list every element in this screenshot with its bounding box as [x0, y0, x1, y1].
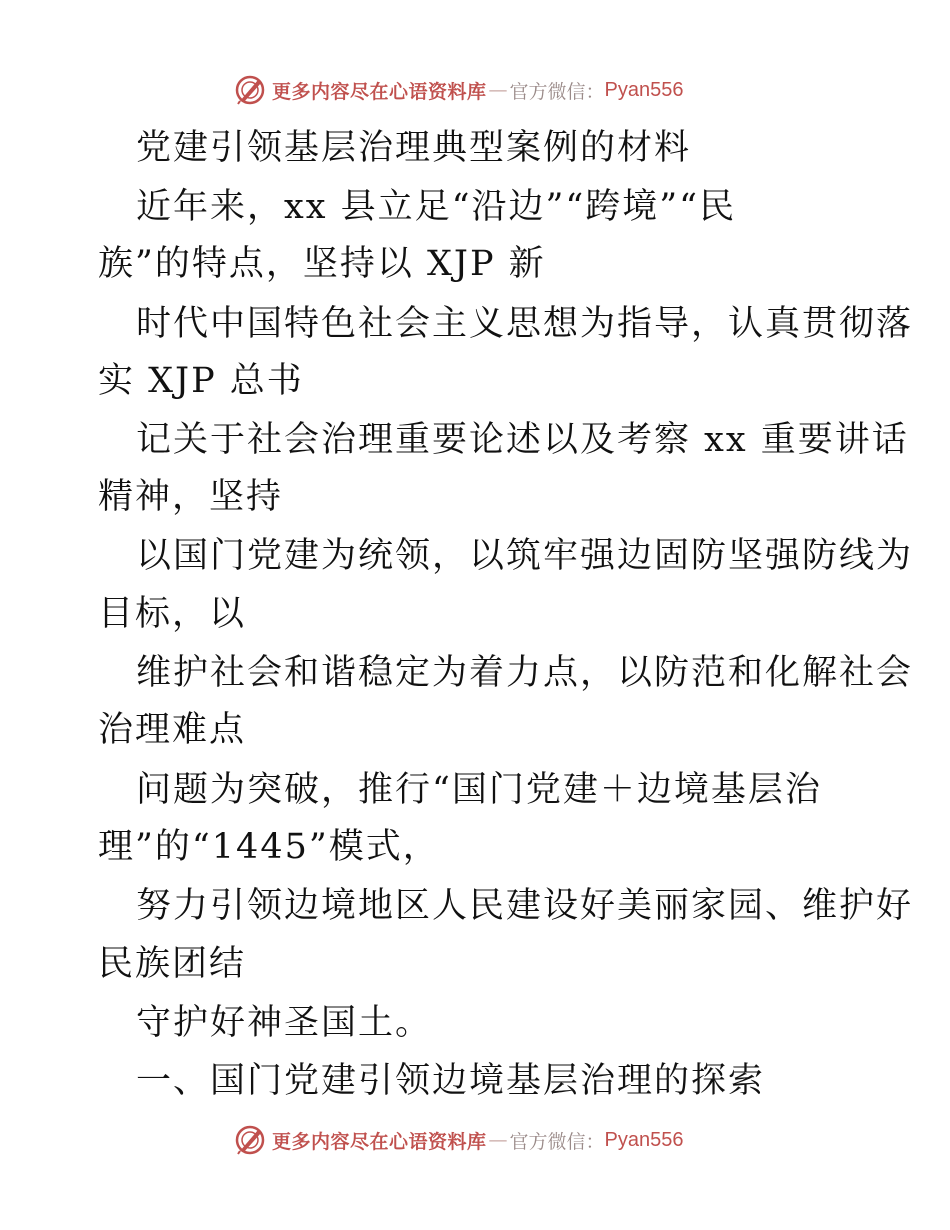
paragraph-line: 守护好神圣国土。	[136, 1003, 433, 1043]
watermark-text: 更多内容尽在心语资料库	[272, 80, 487, 103]
watermark-contact-label: 官方微信：	[509, 1130, 605, 1153]
section-heading: 一、国门党建引领边境基层治理的探索	[136, 1061, 766, 1101]
paragraph-line: 近年来，xx 县立足“沿边”“跨境”“民	[136, 187, 737, 227]
quill-logo-icon	[234, 1124, 266, 1156]
paragraph-line: 维护社会和谐稳定为着力点，以防范和化解社会	[136, 653, 914, 693]
paragraph-line: 努力引领边境地区人民建设好美丽家园、维护好	[136, 886, 914, 926]
paragraph-line: 问题为突破，推行“国门党建＋边境基层治	[136, 770, 822, 810]
watermark-dash: —	[488, 79, 508, 101]
quill-logo-icon	[234, 74, 266, 106]
paragraph-line: 族”的特点，坚持以 XJP 新	[98, 244, 546, 284]
paragraph-line: 治理难点	[98, 710, 247, 750]
footer-watermark	[234, 1123, 684, 1157]
paragraph-line: 实 XJP 总书	[98, 361, 304, 401]
paragraph-line: 目标，以	[98, 594, 247, 634]
header-watermark	[234, 73, 684, 107]
paragraph-line: 时代中国特色社会主义思想为指导，认真贯彻落	[136, 304, 914, 344]
paragraph-line: 理”的“1445”模式，	[98, 827, 440, 867]
paragraph-line: 民族团结	[98, 944, 247, 984]
document-title: 党建引领基层治理典型案例的材料	[136, 128, 692, 168]
paragraph-line: 以国门党建为统领，以筑牢强边固防坚强防线为	[136, 536, 914, 576]
watermark-wechat-id: Pyan556	[604, 1128, 684, 1151]
watermark-wechat-id: Pyan556	[604, 78, 684, 101]
watermark-text: 更多内容尽在心语资料库	[272, 1130, 487, 1153]
paragraph-line: 精神，坚持	[98, 477, 284, 517]
watermark-contact-label: 官方微信：	[509, 80, 605, 103]
watermark-dash: —	[488, 1129, 508, 1151]
paragraph-line: 记关于社会治理重要论述以及考察 xx 重要讲话	[136, 420, 909, 460]
